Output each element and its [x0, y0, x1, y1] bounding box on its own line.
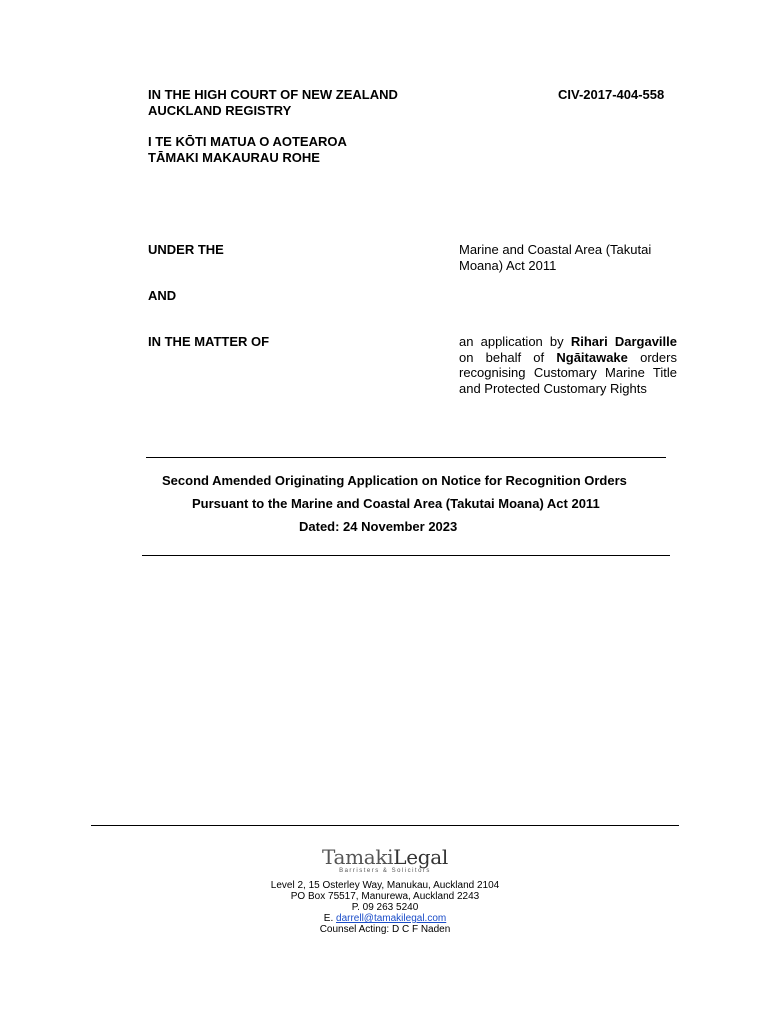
- firm-email-line: [0, 913, 770, 924]
- firm-email-prefix: E.: [323, 913, 334, 924]
- under-value: Marine and Coastal Area (Takutai Moana) Act 2011: [459, 242, 652, 273]
- title-rule-top: [146, 457, 666, 458]
- group-name: Ngāitawake: [556, 349, 628, 365]
- court-name-maori-line-2: TĀMAKI MAKAURAU ROHE: [148, 150, 320, 165]
- firm-logo-part-1: Tamaki: [321, 845, 394, 869]
- firm-logo-tagline: Barristers & Solicitors: [339, 868, 431, 874]
- case-number: CIV-2017-404-558: [558, 87, 665, 102]
- firm-phone: P. 09 263 5240: [351, 902, 419, 913]
- firm-address-line-1: Level 2, 15 Osterley Way, Manukau, Auckland 2104: [270, 880, 500, 891]
- firm-logo-part-2: Legal: [393, 845, 449, 869]
- matter-value: [459, 334, 677, 396]
- on-behalf-of: on behalf of: [459, 349, 545, 365]
- matter-value-prefix: an application by: [459, 334, 564, 349]
- court-name-line-2: AUCKLAND REGISTRY: [148, 103, 292, 118]
- under-label: UNDER THE: [148, 242, 224, 257]
- title-rule-bottom: [142, 555, 670, 556]
- applicant-name: Rihari Dargaville: [570, 334, 677, 349]
- court-name-maori-line-1: I TE KŌTI MATUA O AOTEAROA: [148, 134, 347, 149]
- counsel-acting: Counsel Acting: D C F Naden: [319, 924, 451, 935]
- matter-value-suffix: orders recognising Customary Marine Title and Protected Customary Rights: [459, 349, 677, 396]
- firm-logo: [0, 845, 770, 874]
- court-name-line-1: IN THE HIGH COURT OF NEW ZEALAND: [148, 87, 398, 102]
- firm-email-link[interactable]: darrell@tamakilegal.com: [336, 913, 447, 924]
- document-title-line-1: Second Amended Originating Application on Notice for Recognition Orders: [162, 473, 627, 488]
- footer-rule: [91, 825, 679, 826]
- matter-label: IN THE MATTER OF: [148, 334, 270, 349]
- court-name: [148, 87, 398, 119]
- firm-address-line-2: PO Box 75517, Manurewa, Auckland 2243: [290, 891, 480, 902]
- court-name-maori: [148, 134, 347, 166]
- document-date: Dated: 24 November 2023: [299, 519, 458, 534]
- document-title-line-2: Pursuant to the Marine and Coastal Area (Takutai Moana) Act 2011: [192, 496, 600, 511]
- and-label: AND: [148, 288, 177, 303]
